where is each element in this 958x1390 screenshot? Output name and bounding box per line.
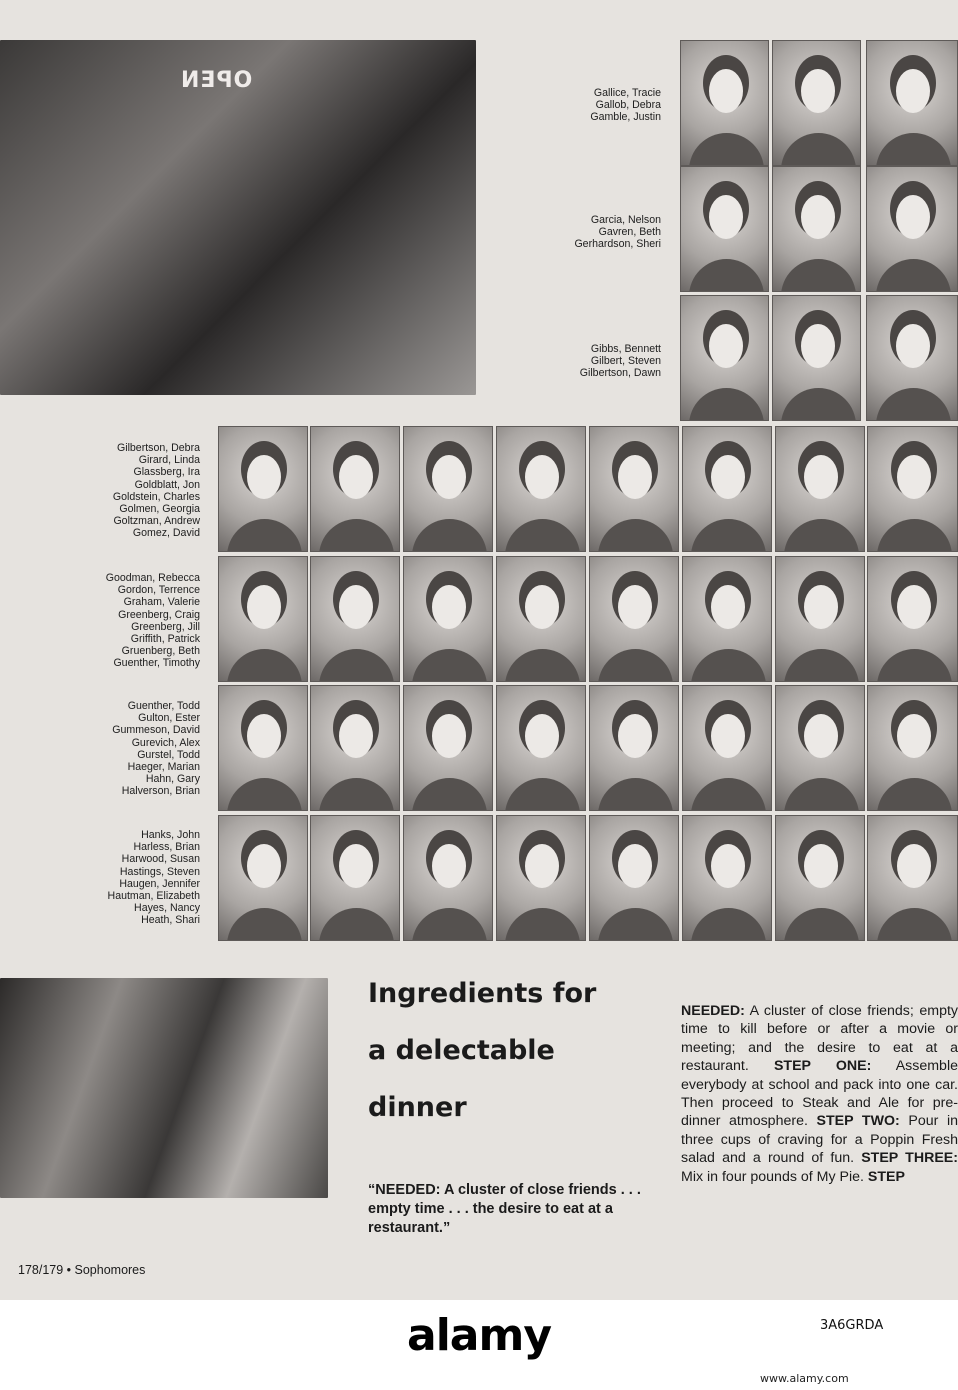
portrait-face xyxy=(896,69,930,113)
name-list xyxy=(540,343,661,380)
portrait-shoulders xyxy=(877,778,952,811)
portrait-face xyxy=(432,844,466,888)
student-portrait xyxy=(772,40,861,166)
pull-quote: “NEEDED: A cluster of close friends . . . empty time . . . the desire to eat at a restaurant.” xyxy=(368,1182,641,1236)
portrait-shoulders xyxy=(598,778,673,811)
portrait-shoulders xyxy=(598,519,673,552)
portrait-shoulders xyxy=(319,649,394,682)
student-portrait xyxy=(218,556,308,682)
student-name: Gurevich, Alex xyxy=(131,736,200,749)
portrait-shoulders xyxy=(412,649,487,682)
portrait-face xyxy=(711,455,745,499)
portrait-shoulders xyxy=(784,778,859,811)
portrait-face xyxy=(801,69,835,113)
portrait-face xyxy=(804,844,838,888)
student-name: Garcia, Nelson xyxy=(590,214,661,226)
step-two-text: Pour in three cups of craving for a Poppin Fresh salad and a round of fun. xyxy=(681,1113,958,1167)
portrait-shoulders xyxy=(505,649,580,682)
needed-label: NEEDED: xyxy=(681,1003,745,1019)
portrait-face xyxy=(618,844,652,888)
student-portrait xyxy=(772,166,861,292)
portrait-face xyxy=(247,455,281,499)
portrait-shoulders xyxy=(598,908,673,941)
name-list xyxy=(540,87,661,124)
student-portrait xyxy=(589,685,679,811)
student-name: Gallice, Tracie xyxy=(593,87,661,99)
student-portrait xyxy=(866,40,958,166)
name-list xyxy=(60,572,200,670)
student-portrait xyxy=(867,556,958,682)
step-one-label: STEP ONE: xyxy=(773,1058,872,1075)
article-headline xyxy=(368,978,668,1149)
student-portrait xyxy=(682,556,772,682)
student-name: Haugen, Jennifer xyxy=(119,877,200,890)
step-two-label: STEP TWO: xyxy=(816,1113,900,1130)
step-three-text: Mix in four pounds of My Pie. xyxy=(681,1168,864,1185)
student-portrait xyxy=(589,815,679,941)
needed-text: A cluster of close friends; empty time to kill before or after a movie or meeting; and the desire to eat at a restaurant. xyxy=(681,1003,958,1075)
portrait-face xyxy=(339,844,373,888)
portrait-shoulders xyxy=(876,259,951,292)
student-portrait xyxy=(775,426,865,552)
name-list xyxy=(540,214,661,251)
student-portrait xyxy=(403,685,493,811)
portrait-face xyxy=(897,844,931,888)
student-name: Gilbertson, Debra xyxy=(116,442,200,454)
portrait-face xyxy=(709,324,743,368)
portrait-shoulders xyxy=(689,388,764,421)
student-portrait xyxy=(496,685,586,811)
portrait-shoulders xyxy=(689,133,764,166)
portrait-shoulders xyxy=(505,778,580,811)
student-name: Gallob, Debra xyxy=(595,99,661,112)
portrait-face xyxy=(618,455,652,499)
student-portrait xyxy=(775,815,865,941)
student-name: Griffith, Patrick xyxy=(130,633,200,646)
portrait-face xyxy=(804,455,838,499)
portrait-shoulders xyxy=(784,649,859,682)
step-three-label: STEP THREE: xyxy=(861,1150,958,1167)
watermark-url: www.alamy.com xyxy=(760,1372,849,1385)
student-name: Gilbert, Steven xyxy=(590,355,661,368)
student-name: Gummeson, David xyxy=(112,724,200,737)
portrait-face xyxy=(525,844,559,888)
restaurant-photo xyxy=(0,978,328,1198)
student-name: Goldblatt, Jon xyxy=(134,478,200,491)
portrait-shoulders xyxy=(877,519,952,552)
portrait-shoulders xyxy=(227,778,302,811)
step-one-text: Assemble everybody at school and pack into one car. Then proceed to Steak and Ale for pre-dinner atmosphere. xyxy=(681,1058,958,1130)
student-portrait xyxy=(867,815,958,941)
student-portrait xyxy=(403,815,493,941)
portrait-shoulders xyxy=(691,908,766,941)
headline-line: Ingredients for xyxy=(368,978,597,1009)
student-name: Gruenberg, Beth xyxy=(121,645,200,658)
alamy-logo: alamy xyxy=(407,1310,551,1361)
student-name: Heath, Shari xyxy=(141,914,200,927)
portrait-shoulders xyxy=(412,519,487,552)
student-name: Hastings, Steven xyxy=(119,865,200,878)
student-name: Greenberg, Craig xyxy=(118,608,200,621)
student-name: Gerhardson, Sheri xyxy=(574,238,661,251)
portrait-face xyxy=(709,69,743,113)
student-portrait xyxy=(589,426,679,552)
student-portrait xyxy=(310,426,400,552)
storefront-photo xyxy=(0,40,476,395)
article-body xyxy=(681,1002,958,1186)
student-name: Harwood, Susan xyxy=(121,853,200,866)
portrait-face xyxy=(618,714,652,758)
portrait-face xyxy=(711,844,745,888)
student-portrait xyxy=(403,556,493,682)
portrait-face xyxy=(711,585,745,629)
portrait-shoulders xyxy=(691,649,766,682)
student-portrait xyxy=(682,815,772,941)
portrait-shoulders xyxy=(598,649,673,682)
name-list xyxy=(60,829,200,927)
portrait-shoulders xyxy=(505,908,580,941)
open-sign: OPEN xyxy=(180,68,253,93)
portrait-face xyxy=(247,585,281,629)
portrait-shoulders xyxy=(691,778,766,811)
student-portrait xyxy=(866,166,958,292)
portrait-face xyxy=(339,455,373,499)
student-name: Gamble, Justin xyxy=(590,111,661,124)
student-portrait xyxy=(403,426,493,552)
student-portrait xyxy=(775,556,865,682)
step-tail: STEP xyxy=(867,1168,905,1185)
student-name: Greenberg, Jill xyxy=(131,620,200,633)
portrait-face xyxy=(804,714,838,758)
portrait-face xyxy=(432,585,466,629)
portrait-shoulders xyxy=(781,388,856,421)
student-name: Guenther, Todd xyxy=(127,700,200,712)
portrait-shoulders xyxy=(319,519,394,552)
portrait-shoulders xyxy=(781,133,856,166)
student-name: Hautman, Elizabeth xyxy=(107,890,200,903)
student-portrait xyxy=(310,815,400,941)
student-name: Gulton, Ester xyxy=(138,712,200,725)
portrait-shoulders xyxy=(412,908,487,941)
portrait-shoulders xyxy=(876,133,951,166)
portrait-face xyxy=(709,195,743,239)
headline-line: dinner xyxy=(368,1092,467,1123)
portrait-face xyxy=(432,714,466,758)
student-name: Hahn, Gary xyxy=(145,773,200,786)
student-portrait xyxy=(867,426,958,552)
portrait-face xyxy=(339,585,373,629)
student-name: Gilbertson, Dawn xyxy=(579,367,661,380)
student-portrait xyxy=(496,815,586,941)
portrait-face xyxy=(247,844,281,888)
portrait-face xyxy=(711,714,745,758)
name-list xyxy=(60,442,200,540)
student-portrait xyxy=(218,426,308,552)
portrait-shoulders xyxy=(227,908,302,941)
student-portrait xyxy=(589,556,679,682)
portrait-shoulders xyxy=(877,649,952,682)
portrait-face xyxy=(525,455,559,499)
student-portrait xyxy=(680,166,769,292)
student-name: Golmen, Georgia xyxy=(119,503,200,516)
portrait-face xyxy=(896,195,930,239)
portrait-face xyxy=(339,714,373,758)
portrait-face xyxy=(432,455,466,499)
student-name: Gavren, Beth xyxy=(598,226,661,239)
portrait-face xyxy=(801,195,835,239)
student-portrait xyxy=(772,295,861,421)
portrait-face xyxy=(525,714,559,758)
student-name: Hanks, John xyxy=(141,829,200,841)
student-name: Gomez, David xyxy=(132,527,200,540)
portrait-shoulders xyxy=(781,259,856,292)
student-portrait xyxy=(867,685,958,811)
student-portrait xyxy=(682,426,772,552)
portrait-shoulders xyxy=(412,778,487,811)
student-portrait xyxy=(310,556,400,682)
student-name: Halverson, Brian xyxy=(121,785,200,798)
portrait-shoulders xyxy=(784,519,859,552)
portrait-face xyxy=(897,714,931,758)
student-name: Gordon, Terrence xyxy=(117,584,200,597)
portrait-face xyxy=(618,585,652,629)
headline-line: a delectable xyxy=(368,1035,555,1066)
portrait-face xyxy=(897,455,931,499)
portrait-shoulders xyxy=(691,519,766,552)
portrait-shoulders xyxy=(227,649,302,682)
student-name: Girard, Linda xyxy=(138,454,200,467)
student-portrait xyxy=(775,685,865,811)
student-name: Glassberg, Ira xyxy=(133,466,200,479)
portrait-face xyxy=(804,585,838,629)
student-name: Goldstein, Charles xyxy=(112,490,200,503)
portrait-face xyxy=(801,324,835,368)
student-portrait xyxy=(310,685,400,811)
portrait-face xyxy=(896,324,930,368)
student-name: Harless, Brian xyxy=(133,841,200,854)
portrait-face xyxy=(247,714,281,758)
portrait-shoulders xyxy=(784,908,859,941)
portrait-shoulders xyxy=(319,778,394,811)
student-portrait xyxy=(682,685,772,811)
student-portrait xyxy=(496,426,586,552)
student-portrait xyxy=(866,295,958,421)
portrait-shoulders xyxy=(319,908,394,941)
portrait-face xyxy=(897,585,931,629)
portrait-face xyxy=(525,585,559,629)
student-name: Goltzman, Andrew xyxy=(113,515,200,528)
image-id: 3A6GRDA xyxy=(820,1318,884,1333)
student-name: Gurstel, Todd xyxy=(137,748,200,761)
portrait-shoulders xyxy=(689,259,764,292)
student-name: Haeger, Marian xyxy=(127,761,200,774)
portrait-shoulders xyxy=(876,388,951,421)
page-folio: 178/179 • Sophomores xyxy=(18,1263,146,1277)
name-list xyxy=(60,700,200,798)
portrait-shoulders xyxy=(877,908,952,941)
portrait-shoulders xyxy=(505,519,580,552)
student-name: Guenther, Timothy xyxy=(113,657,200,670)
student-portrait xyxy=(218,685,308,811)
student-portrait xyxy=(680,40,769,166)
student-portrait xyxy=(218,815,308,941)
student-portrait xyxy=(680,295,769,421)
student-name: Gibbs, Bennett xyxy=(590,343,661,355)
student-name: Graham, Valerie xyxy=(123,596,200,609)
student-portrait xyxy=(496,556,586,682)
portrait-shoulders xyxy=(227,519,302,552)
student-name: Goodman, Rebecca xyxy=(105,572,200,584)
student-name: Hayes, Nancy xyxy=(134,902,200,915)
